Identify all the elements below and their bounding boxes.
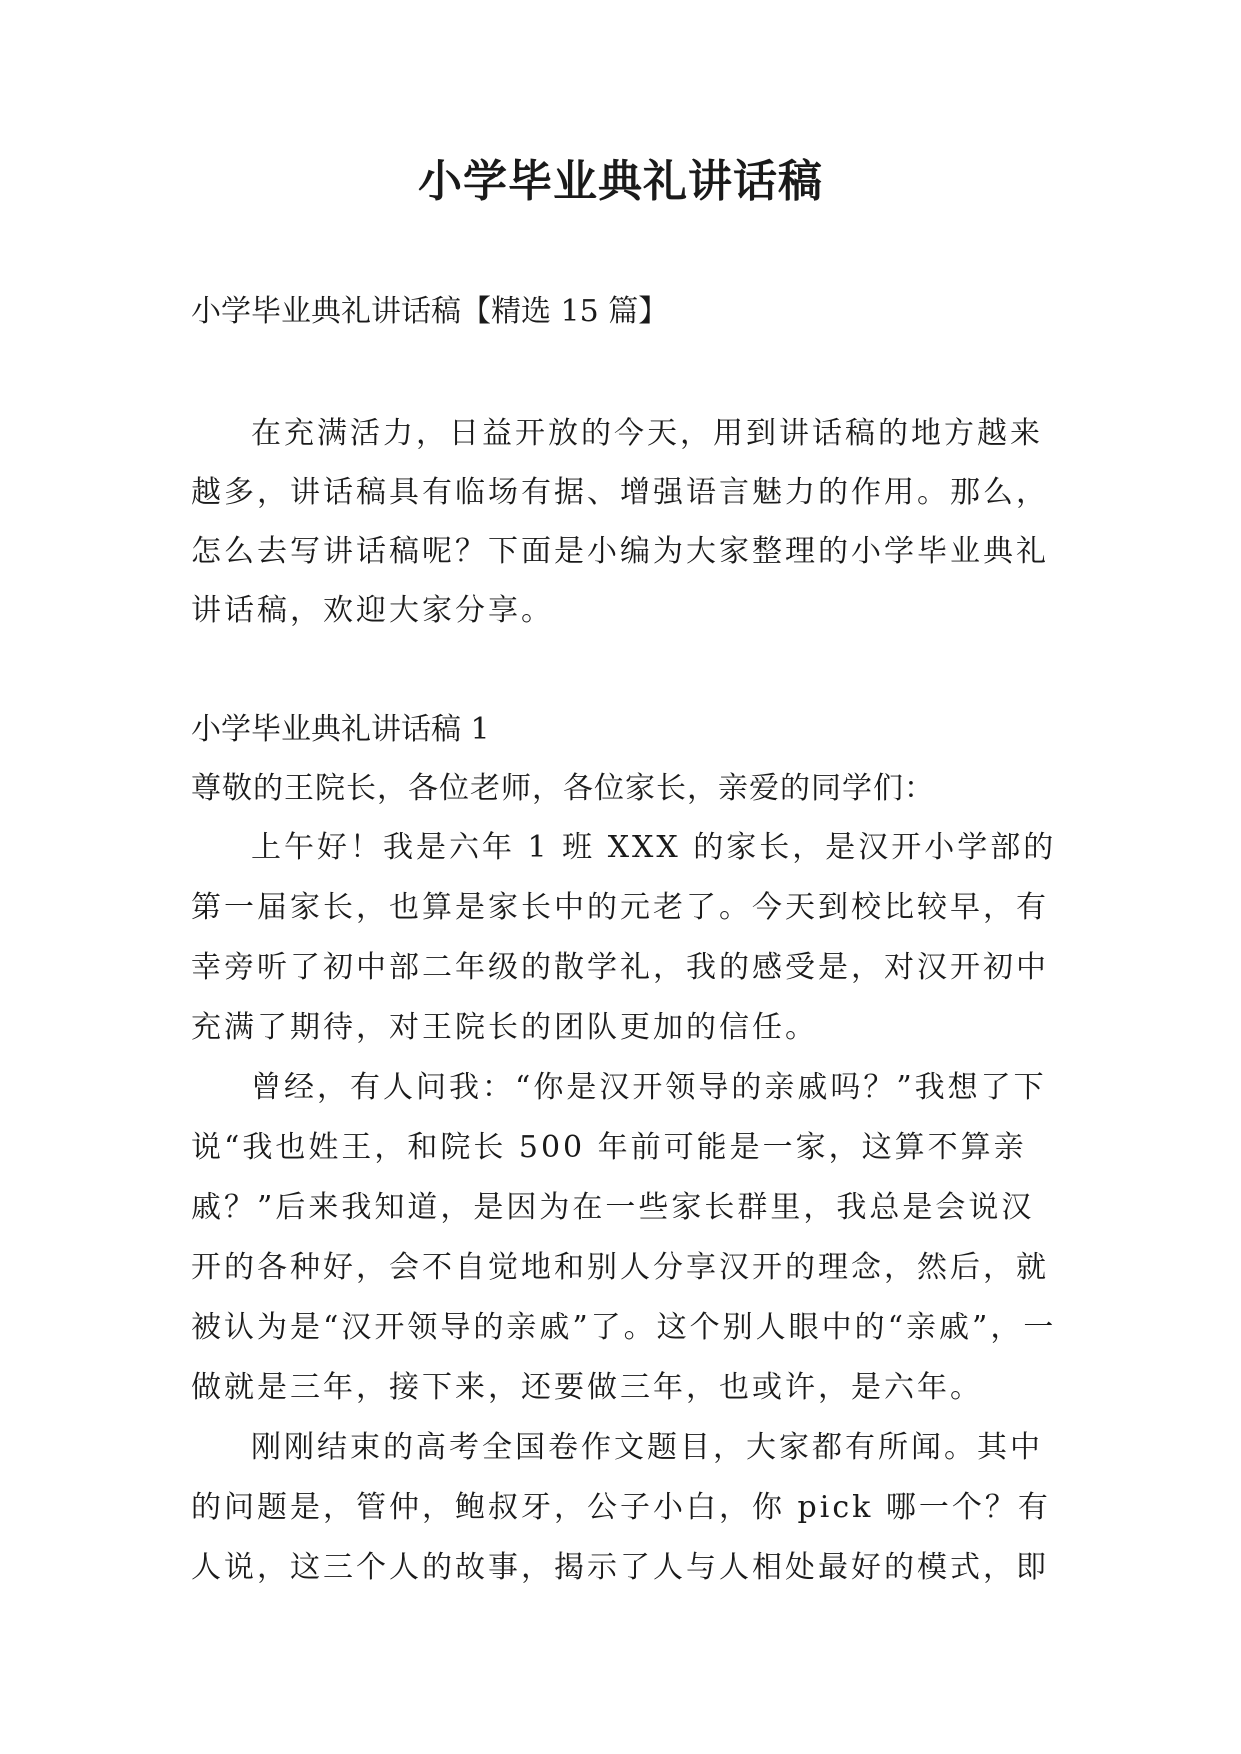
- body-paragraph: 曾经，有人问我：“你是汉开领导的亲戚吗？”我想了下说“我也姓王，和院长 500 年前可能是一家，这算不算亲戚？”后来我知道，是因为在一些家长群里，我总是会说汉开的各种好，会不自觉地和别人分享汉开的理念，然后，就被认为是“汉开领导的亲戚”了。这个别人眼中的“亲戚”，一做就是三年，接下来，还要做三年，也或许，是六年。: [191, 1070, 1057, 1405]
- section-heading: 小学毕业典礼讲话稿 1: [191, 712, 490, 747]
- speech-body: [191, 818, 1061, 1598]
- body-paragraph: 刚刚结束的高考全国卷作文题目，大家都有所闻。其中的问题是，管仲，鲍叔牙，公子小白，你 pick 哪一个？有人说，这三个人的故事，揭示了人与人相处最好的模式，即: [191, 1430, 1051, 1585]
- intro-paragraph: 在充满活力，日益开放的今天，用到讲话稿的地方越来越多，讲话稿具有临场有据、增强语言魅力的作用。那么，怎么去写讲话稿呢？下面是小编为大家整理的小学毕业典礼讲话稿，欢迎大家分享。: [191, 416, 1049, 628]
- document-subtitle: 小学毕业典礼讲话稿【精选 15 篇】: [191, 294, 669, 329]
- salutation: 尊敬的王院长，各位老师，各位家长，亲爱的同学们：: [191, 771, 935, 806]
- document-title: 小学毕业典礼讲话稿: [418, 156, 823, 207]
- body-paragraph: 上午好！我是六年 1 班 XXX 的家长，是汉开小学部的第一届家长，也算是家长中的元老了。今天到校比较早，有幸旁听了初中部二年级的散学礼，我的感受是，对汉开初中充满了期待，对王院长的团队更加的信任。: [191, 830, 1057, 1045]
